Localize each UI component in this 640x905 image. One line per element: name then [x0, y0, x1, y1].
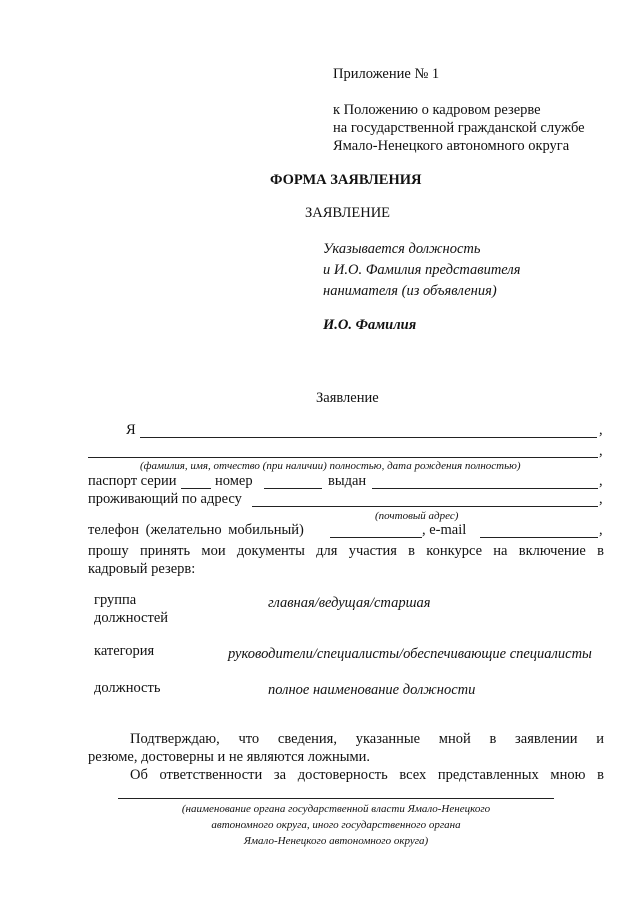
authority-hint-line2: автономного округа, иного государственного органа: [211, 819, 461, 831]
phone-field[interactable]: [330, 537, 422, 538]
confirm-word: мной: [438, 731, 471, 747]
addressee-line1: Указывается должность: [323, 241, 481, 257]
group-label-2: должностей: [94, 610, 169, 626]
confirm-word: достоверность: [297, 767, 388, 783]
email-field[interactable]: [480, 537, 598, 538]
confirm-word: Об: [130, 767, 148, 783]
i-label: Я: [126, 422, 136, 438]
passport-issued-label: выдан: [328, 473, 367, 489]
confirm-word: всех: [399, 767, 427, 783]
passport-series-field[interactable]: [181, 488, 211, 489]
confirm-line3: [130, 767, 604, 784]
address-field[interactable]: [252, 506, 598, 507]
comma-3: ,: [599, 473, 603, 489]
request-line1: прошу принять мои документы для участия в конкурсе на включение в: [88, 543, 604, 559]
request-line2: кадровый резерв:: [88, 561, 196, 577]
confirm-word: за: [273, 767, 287, 783]
addressee-name: И.О. Фамилия: [323, 317, 417, 333]
passport-number-field[interactable]: [264, 488, 322, 489]
position-value: полное наименование должности: [268, 682, 476, 698]
passport-issued-field[interactable]: [372, 488, 598, 489]
fio-hint: (фамилия, имя, отчество (при наличии) полностью, дата рождения полностью): [140, 460, 521, 472]
confirm-word: Подтверждаю,: [130, 731, 220, 747]
address-label: проживающий по адресу: [88, 491, 242, 507]
comma-4: ,: [599, 491, 603, 507]
regulation-ref-line2: на государственной гражданской службе: [333, 120, 585, 136]
confirm-word: что: [238, 731, 260, 747]
postal-hint: (почтовый адрес): [375, 510, 459, 522]
confirm-word: представленных: [437, 767, 539, 783]
phone-label: телефон (желательно мобильный): [88, 522, 304, 538]
appendix-number: Приложение № 1: [333, 66, 440, 82]
authority-hint-line3: Ямало-Ненецкого автономного округа): [243, 835, 429, 847]
category-label: категория: [94, 643, 155, 659]
confirm-word: ответственности: [159, 767, 263, 783]
confirm-word: указанные: [355, 731, 421, 747]
comma-5: ,: [599, 522, 603, 538]
document-title: ЗАЯВЛЕНИЕ: [305, 205, 391, 221]
addressee-line2: и И.О. Фамилия представителя: [323, 262, 521, 278]
form-title: ФОРМА ЗАЯВЛЕНИЯ: [270, 172, 422, 188]
regulation-ref-line3: Ямало-Ненецкого автономного округа: [333, 138, 570, 154]
passport-series-label: паспорт серии: [88, 473, 177, 489]
confirm-line1: [130, 731, 604, 748]
confirm-word: заявлении: [515, 731, 578, 747]
confirm-line2: резюме, достоверны и не являются ложными.: [88, 749, 371, 765]
name-fill-line[interactable]: [140, 437, 597, 438]
addressee-line3: нанимателя (из объявления): [323, 283, 497, 299]
position-label: должность: [94, 680, 161, 696]
comma-1: ,: [599, 422, 603, 438]
regulation-ref-line1: к Положению о кадровом резерве: [333, 102, 541, 118]
group-value: главная/ведущая/старшая: [268, 595, 431, 611]
category-value: руководители/специалисты/обеспечивающие специалисты: [228, 646, 592, 662]
passport-number-label: номер: [215, 473, 253, 489]
comma-2: ,: [599, 443, 603, 459]
confirm-word: в: [489, 731, 497, 747]
statement-subtitle: Заявление: [316, 390, 379, 406]
confirm-word: в: [597, 767, 604, 783]
confirm-word: сведения,: [277, 731, 337, 747]
group-label-1: группа: [94, 592, 137, 608]
authority-hint-line1: (наименование органа государственной власти Ямало-Ненецкого: [181, 803, 491, 815]
authority-fill-line[interactable]: [118, 798, 554, 799]
confirm-word: и: [596, 731, 604, 747]
email-label: , e-mail: [422, 522, 467, 538]
name-fill-line-2[interactable]: [88, 457, 598, 458]
confirm-word: мною: [550, 767, 586, 783]
